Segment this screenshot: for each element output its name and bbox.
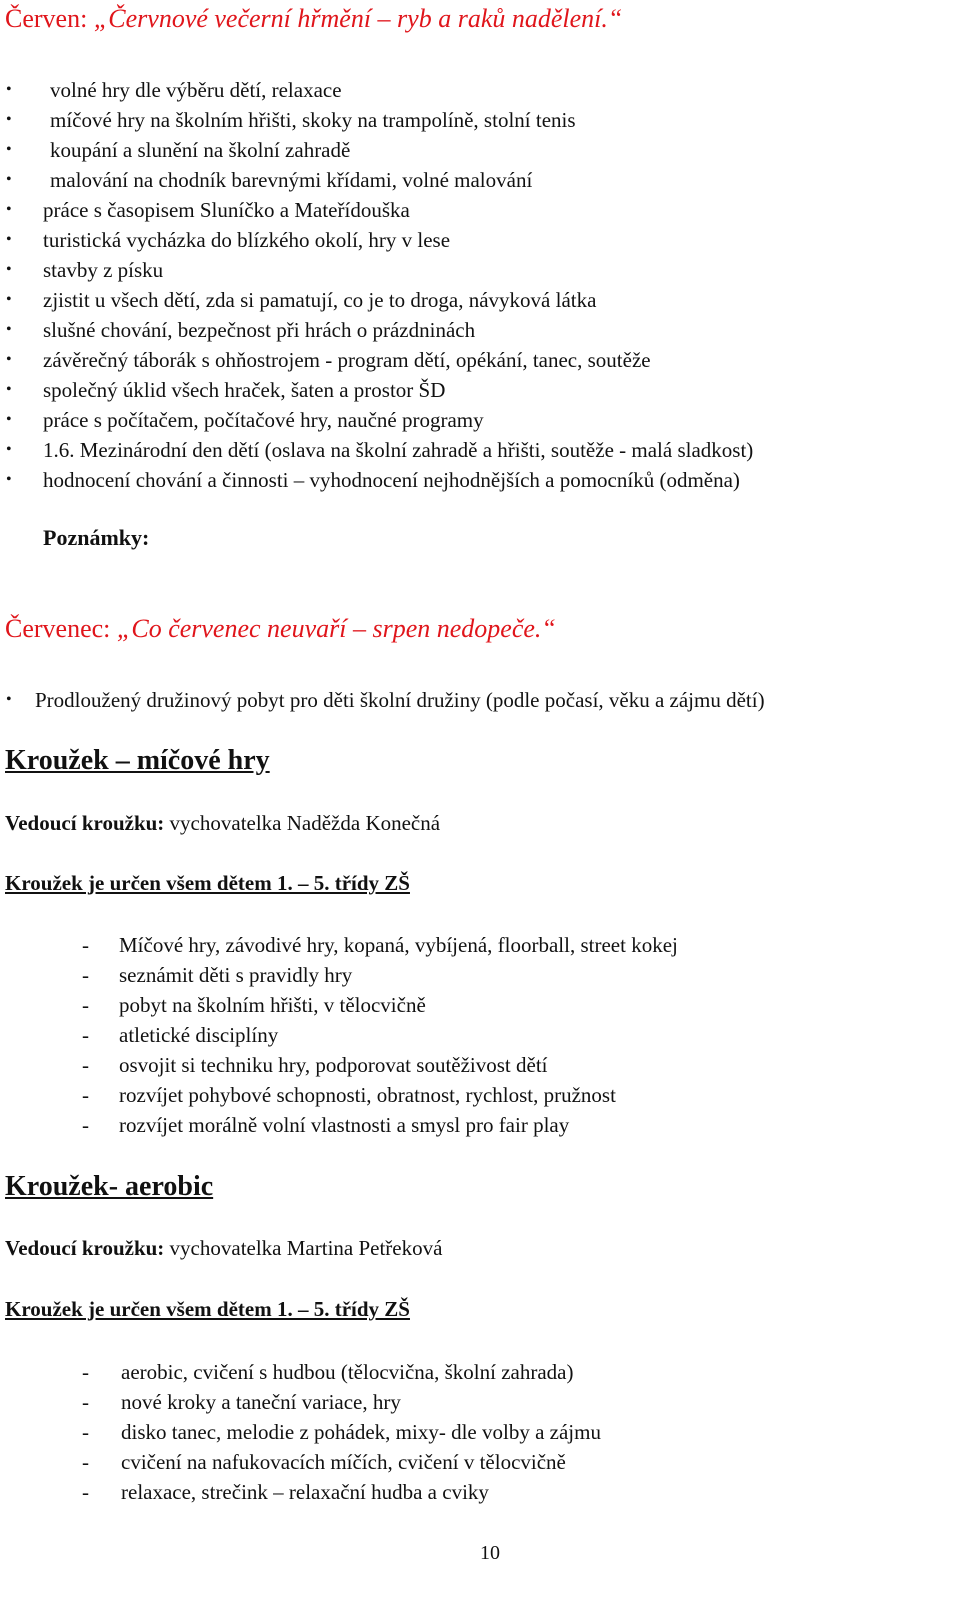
july-month: Červenec: [5,614,111,643]
june-heading [5,4,622,34]
club-aerobic-leader [5,1236,442,1261]
leader-label: Vedoucí kroužku: [5,811,165,835]
july-motto: „Co červenec neuvaří – srpen nedopeče.“ [116,614,556,643]
club-ball-title: Kroužek – míčové hry [5,745,270,776]
june-month: Červen: [5,4,88,33]
june-motto: „Červnové večerní hřmění – ryb a raků nadělení.“ [93,4,623,33]
leader-label: Vedoucí kroužku: [5,1236,165,1260]
club-aerobic-title: Kroužek- aerobic [5,1171,214,1202]
club-ball-leader [5,811,440,836]
notes-label: Poznámky: [43,525,150,550]
july-heading [5,614,556,644]
club-aerobic-target: Kroužek je určen všem dětem 1. – 5. třídy ZŠ [5,1297,410,1321]
club-ball-target: Kroužek je určen všem dětem 1. – 5. třídy ZŠ [5,871,410,895]
leader-name: vychovatelka Martina Petřeková [164,1236,443,1260]
page-number: 10 [480,1542,500,1564]
leader-name: vychovatelka Naděžda Konečná [164,811,441,835]
